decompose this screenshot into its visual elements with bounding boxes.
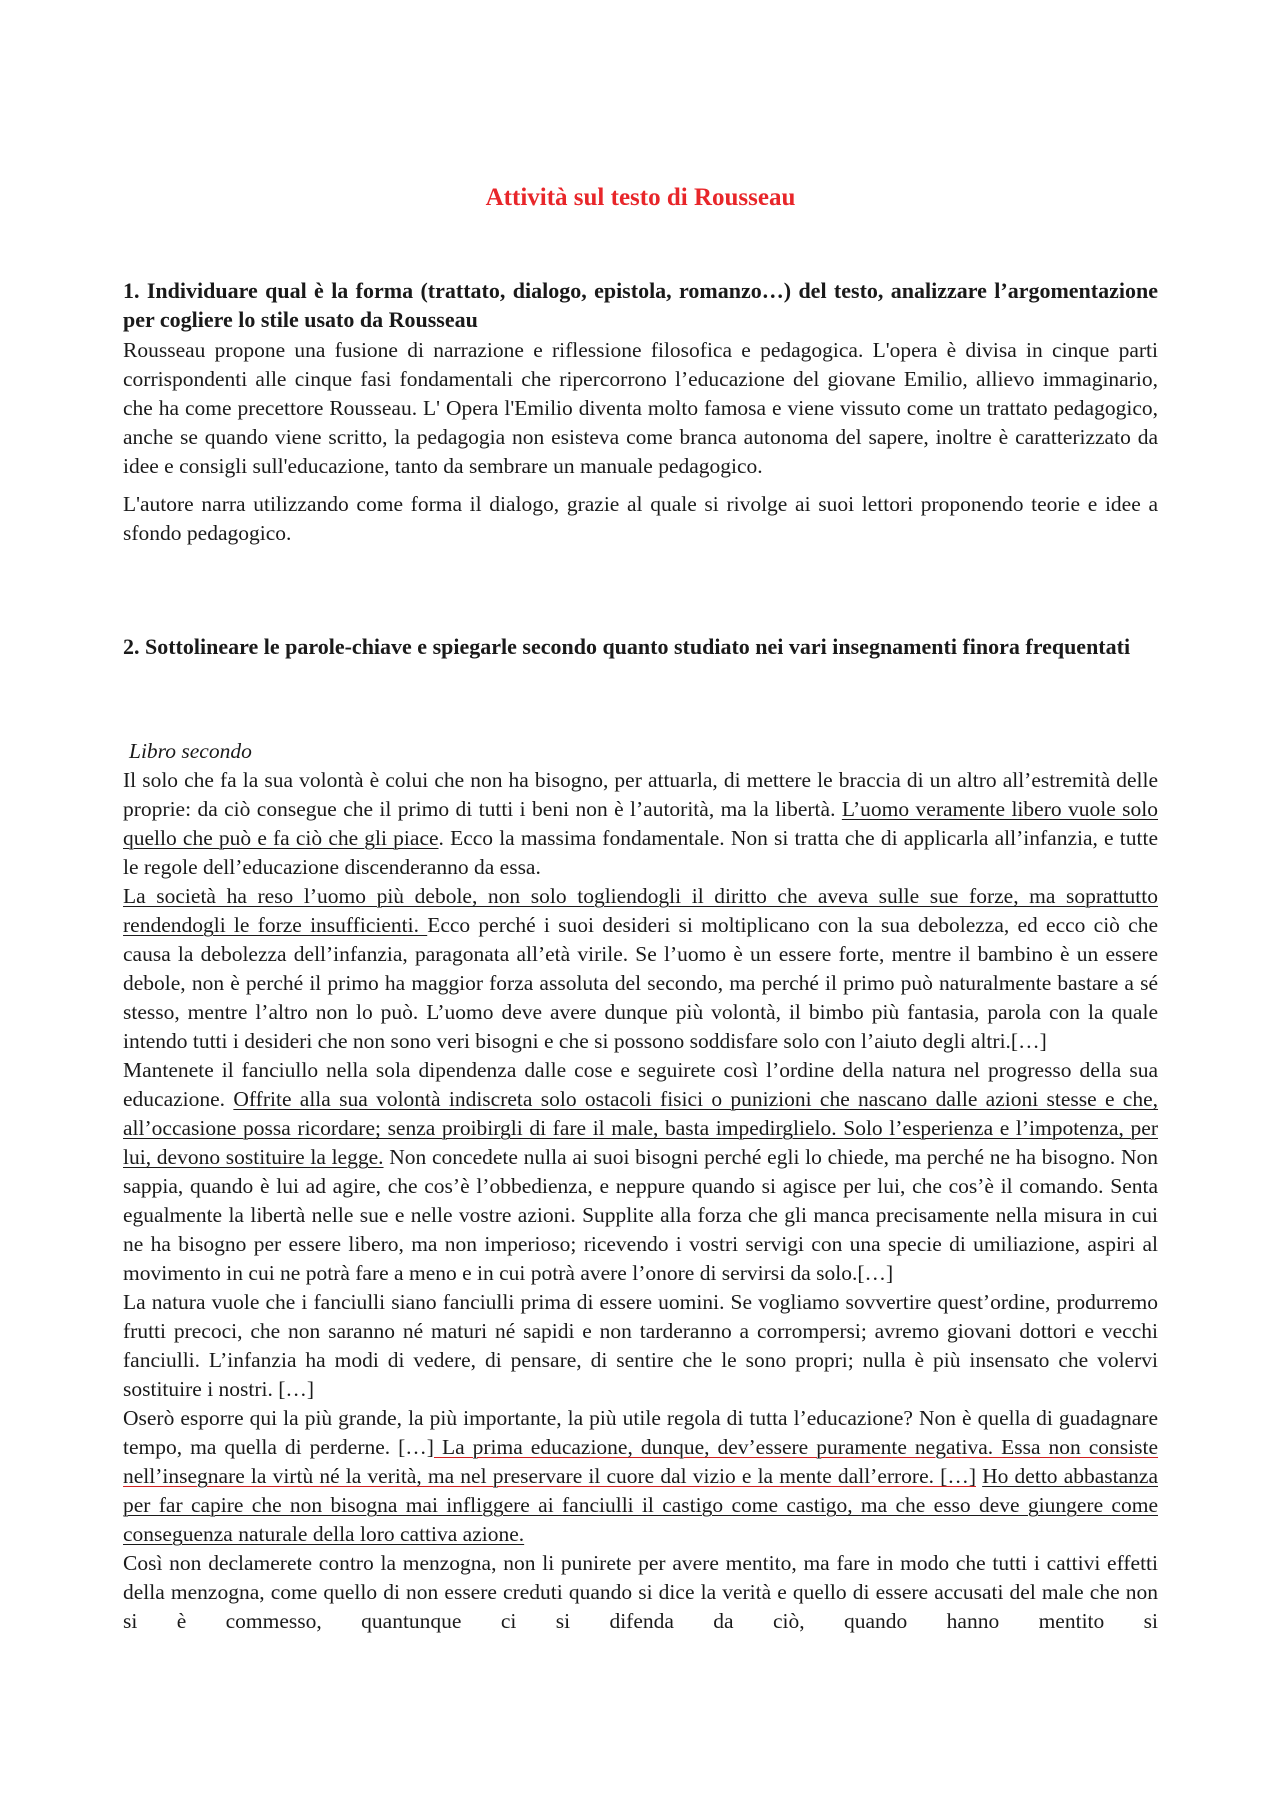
book-label: Libro secondo (129, 739, 252, 763)
question-1-heading: 1. Individuare qual è la forma (trattato, dialogo, epistola, romanzo…) del testo, analizzare l’argomentazione per cogliere lo stile usato da Rousseau (123, 278, 1158, 332)
excerpt-paragraph-2 (123, 882, 1158, 1056)
underlined-keyphrase: La prima educazione, dunque, dev’essere puramente negativa. Essa non consiste nell’insegnare la virtù né la verità, ma nel preservare il cuore dal vizio e la mente dall’errore. […] (123, 1435, 1159, 1488)
excerpt-text: Non concedete nulla ai suoi bisogni perché egli lo chiede, ma perché ne ha bisogno. Non sappia, quando è lui ad agire, che cos’è l’obbedienza, e neppure quando si agisce per lui, che cos’è il comando. Senta egualmente la libertà nelle sue e nelle vostre azioni. Supplite alla forza che gli manca precisamente nella misura in cui ne ha bisogno per essere libero, ma non imperioso; ricevendo i vostri servigi con una specie di umiliazione, aspiri al movimento in cui ne potrà fare a meno e in cui potrà avere l’onore di servirsi da solo.[…] (123, 1145, 1159, 1285)
underlined-keyphrase: Offrite alla sua volontà indiscreta solo ostacoli fisici o punizioni che nascano dalle azioni stesse e che, all’occasione possa ricordare; senza proibirgli di fare il male, basta impedirglielo. Solo l’esperienza e l’impotenza, per lui, devono sostituire la legge. (123, 1087, 1159, 1169)
excerpt-text: Mantenete il fanciullo nella sola dipendenza dalle cose e seguirete così l’ordine della natura nel progresso della sua educazione. (123, 1058, 1158, 1111)
excerpt-text: Ecco perché i suoi desideri si moltiplicano con la sua debolezza, ed ecco ciò che causa la debolezza dell’infanzia, paragonata all’età virile. Se l’uomo è un essere forte, mentre il bambino è un essere debole, non è perché il primo ha maggior forza assoluta del secondo, ma perché il primo può naturalmente bastare a sé stesso, mentre l’altro non lo può. L’uomo deve avere dunque più volontà, il bimbo più fantasia, parola con la quale intendo tutti i desideri che non sono veri bisogni e che si possono soddisfare solo con l’aiuto degli altri.[…] (123, 913, 1158, 1053)
excerpt-paragraph-5 (123, 1404, 1158, 1549)
excerpt-paragraph-6: Così non declamerete contro la menzogna, non li punirete per avere mentito, ma fare in modo che tutti i cattivi effetti della menzogna, come quello di non essere creduti quando si dice la verità e quello di essere accusati del male che non si è commesso, quantunque ci si difenda da ciò, quando hanno mentito si (123, 1551, 1158, 1633)
underlined-keyphrase: La società ha reso l’uomo più debole, non solo togliendogli il diritto che aveva sulle sue forze, ma soprattutto rendendogli le forze insufficienti. (123, 884, 1158, 937)
excerpt-text: . Ecco la massima fondamentale. Non si tratta che di applicarla all’infanzia, e tutte le regole dell’educazione discenderanno da essa. (123, 826, 1158, 879)
answer-paragraph-2: L'autore narra utilizzando come forma il dialogo, grazie al quale si rivolge ai suoi lettori proponendo teorie e idee a sfondo pedagogico. (123, 492, 1158, 545)
underlined-keyphrase: Ho detto abbastanza per far capire che non bisogna mai infliggere ai fanciulli il castigo come castigo, ma che esso deve giungere come conseguenza naturale della loro cattiva azione. (123, 1464, 1158, 1546)
excerpt-text: Oserò esporre qui la più grande, la più importante, la più utile regola di tutta l’educazione? Non è quella di guadagnare tempo, ma quella di perderne. […] (123, 1406, 1158, 1459)
document-page (123, 0, 1158, 1811)
question-1-answer (123, 336, 1158, 548)
excerpt-text: Il solo che fa la sua volontà è colui che non ha bisogno, per attuarla, di mettere le braccia di un altro all’estremità delle proprie: da ciò consegue che il primo di tutti i beni non è l’autorità, ma la libertà. (123, 768, 1158, 821)
question-2-heading: 2. Sottolineare le parole-chiave e spiegarle secondo quanto studiato nei vari insegnamenti finora frequentati (123, 634, 1131, 659)
excerpt-paragraph-3 (123, 1056, 1158, 1288)
excerpt-paragraph-4: La natura vuole che i fanciulli siano fanciulli prima di essere uomini. Se vogliamo sovvertire quest’ordine, produrremo frutti precoci, che non saranno né maturi né sapidi e non tarderanno a corrompersi; avremo giovani dottori e vecchi fanciulli. L’infanzia ha modi di vedere, di pensare, di sentire che le sono propri; nulla è più insensato che volervi sostituire i nostri. […] (123, 1290, 1158, 1401)
document-title: Attività sul testo di Rousseau (485, 184, 796, 211)
excerpt-paragraph-1 (123, 766, 1158, 882)
answer-paragraph-1: Rousseau propone una fusione di narrazione e riflessione filosofica e pedagogica. L'opera è divisa in cinque parti corrispondenti alle cinque fasi fondamentali che ripercorrono l’educazione del giovane Emilio, allievo immaginario, che ha come precettore Rousseau. L' Opera l'Emilio diventa molto famosa e viene vissuto come un trattato pedagogico, anche se quando viene scritto, la pedagogia non esisteva come branca autonoma del sapere, inoltre è caratterizzato da idee e consigli sull'educazione, tanto da sembrare un manuale pedagogico. (123, 338, 1158, 478)
underlined-keyphrase: L’uomo veramente libero vuole solo quello che può e fa ciò che gli piace (123, 797, 1158, 850)
rousseau-excerpt (123, 737, 1158, 1636)
